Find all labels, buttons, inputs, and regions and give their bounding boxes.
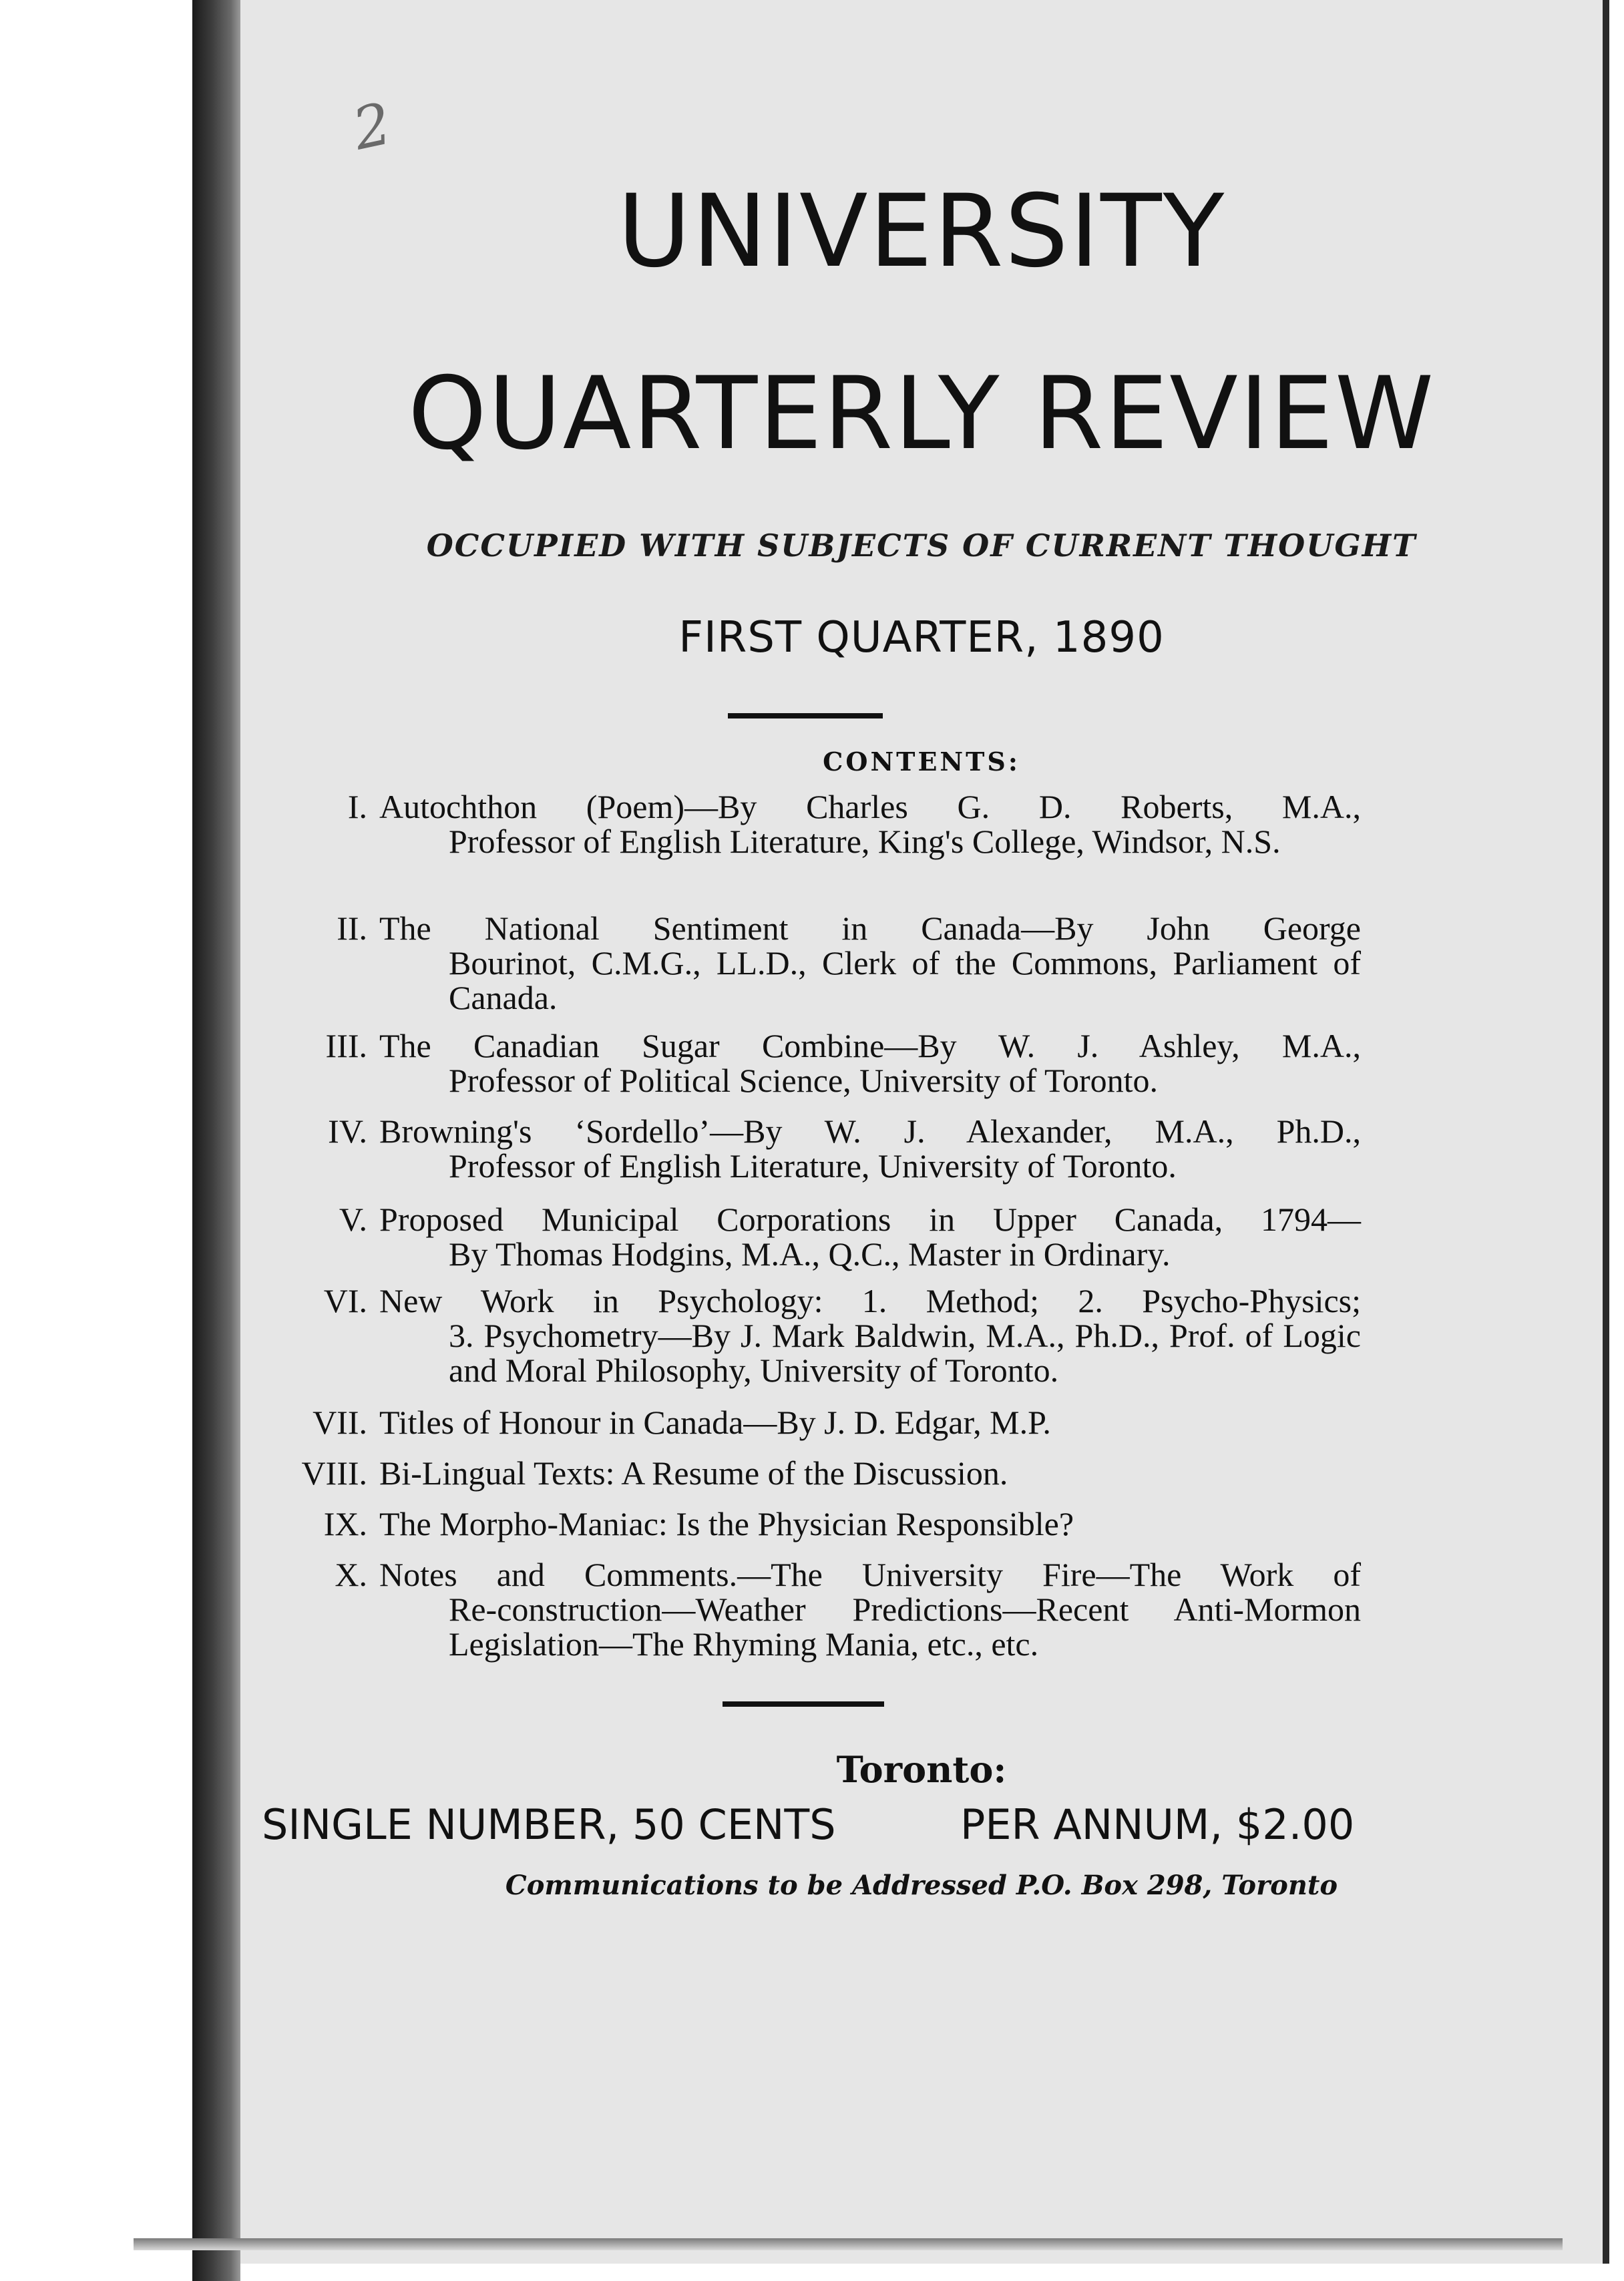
entry-number: IV. <box>328 1112 367 1150</box>
entry-continuation: 3. Psychometry—By J. Mark Baldwin, M.A., Ph.D., Prof. of Logic and Moral Philosophy, University of Toronto. <box>449 1317 1361 1389</box>
entry-continuation: Professor of Political Science, University of Toronto. <box>449 1062 1159 1099</box>
entry-number: II. <box>337 909 367 947</box>
entry-number: X. <box>335 1556 367 1593</box>
entry-number: I. <box>347 788 367 825</box>
divider-top <box>728 713 883 718</box>
entry-title: Autochthon (Poem)—By Charles G. D. Roberts, M.A., <box>379 788 1361 825</box>
single-number-price: SINGLE NUMBER, 50 CENTS <box>262 1800 836 1849</box>
entry-continuation: Professor of English Literature, University of Toronto. <box>449 1147 1177 1185</box>
entry-continuation: Re-construction—Weather Predictions—Recent Anti-Mormon Legislation—The Rhyming Mania, etc., etc. <box>449 1591 1361 1663</box>
entry-text <box>379 1456 1361 1490</box>
entry-text <box>379 789 1361 859</box>
entry-title: Proposed Municipal Corporations in Upper Canada, 1794— <box>379 1201 1361 1238</box>
entry-text <box>379 1202 1361 1271</box>
entry-text <box>379 1506 1361 1541</box>
entry-text <box>379 1114 1361 1183</box>
entry-number: IX. <box>323 1505 367 1542</box>
entry-title: Bi-Lingual Texts: A Resume of the Discussion. <box>379 1454 1008 1492</box>
entry-text <box>379 911 1361 1015</box>
entry-title: New Work in Psychology: 1. Method; 2. Psycho-Physics; <box>379 1282 1361 1319</box>
issue-date: FIRST QUARTER, 1890 <box>678 613 1165 662</box>
entry-number: III. <box>325 1027 367 1064</box>
entry-title: Browning's ‘Sordello’—By W. J. Alexander, M.A., Ph.D., <box>379 1112 1361 1150</box>
pencil-annotation: 2 <box>347 90 397 164</box>
entry-title: The Canadian Sugar Combine—By W. J. Ashley, M.A., <box>379 1027 1361 1064</box>
entry-continuation: Bourinot, C.M.G., LL.D., Clerk of the Commons, Parliament of Canada. <box>449 944 1361 1016</box>
correspondence-address: Communications to be Addressed P.O. Box 298, Toronto <box>505 1870 1338 1901</box>
entry-text <box>379 1283 1361 1388</box>
entry-text <box>379 1028 1361 1098</box>
entry-number: VII. <box>313 1404 367 1441</box>
journal-title-line-1: UNIVERSITY <box>617 174 1226 290</box>
entry-number: VI. <box>323 1282 367 1319</box>
entry-text <box>379 1557 1361 1661</box>
journal-title-line-2: QUARTERLY REVIEW <box>407 356 1436 472</box>
annual-price: PER ANNUM, $2.00 <box>960 1800 1355 1849</box>
entry-number: V. <box>339 1201 367 1238</box>
journal-subtitle: OCCUPIED WITH SUBJECTS OF CURRENT THOUGHT <box>426 528 1417 564</box>
publication-city: Toronto: <box>836 1748 1007 1791</box>
paper-edge <box>134 2238 1563 2250</box>
entry-title: The Morpho-Maniac: Is the Physician Responsible? <box>379 1505 1074 1542</box>
entry-text <box>379 1405 1361 1440</box>
entry-continuation: Professor of English Literature, King's College, Windsor, N.S. <box>449 823 1281 860</box>
book-spine <box>192 0 240 2281</box>
contents-heading: CONTENTS: <box>823 747 1020 777</box>
divider-bottom <box>723 1701 884 1707</box>
entry-title: The National Sentiment in Canada—By John George <box>379 909 1361 947</box>
entry-title: Titles of Honour in Canada—By J. D. Edgar, M.P. <box>379 1404 1051 1441</box>
entry-title: Notes and Comments.—The University Fire—The Work of <box>379 1556 1361 1593</box>
entry-number: VIII. <box>301 1454 367 1492</box>
entry-continuation: By Thomas Hodgins, M.A., Q.C., Master in Ordinary. <box>449 1235 1171 1273</box>
